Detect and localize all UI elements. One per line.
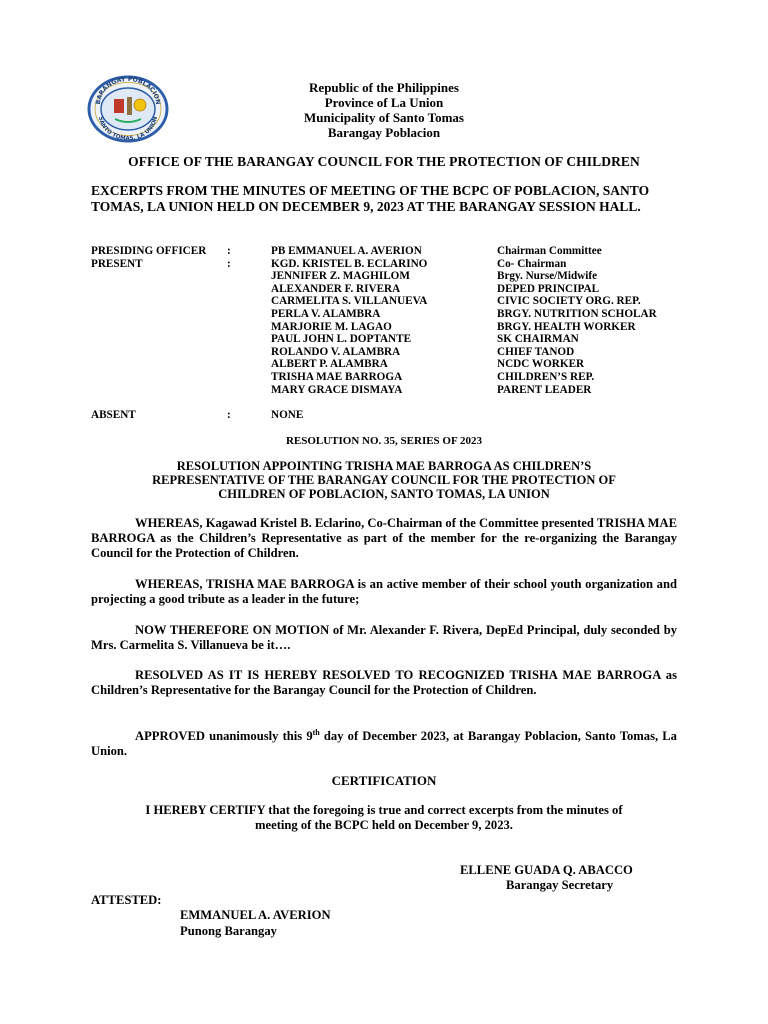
letterhead-province: Province of La Union (324, 95, 444, 110)
ordinal-suffix: th (312, 727, 320, 737)
member-name: PAUL JOHN L. DOPTANTE (271, 333, 412, 346)
letterhead (0, 80, 768, 143)
attested-label: ATTESTED: (91, 893, 162, 907)
whereas-paragraph-1: WHEREAS, Kagawad Kristel B. Eclarino, Co-Chairman of the Committee presented TRISHA MAE BARROGA as the Children’s Representative as part of the member for the re-organizing the Barangay Council for the Protection of Children. (91, 516, 677, 561)
member-name: ALEXANDER F. RIVERA (271, 282, 401, 295)
certification-title: CERTIFICATION (331, 773, 437, 788)
member-role: NCDC WORKER (497, 358, 585, 371)
now-therefore-paragraph: NOW THEREFORE ON MOTION of Mr. Alexander F. Rivera, DepEd Principal, duly seconded by Mrs. Carmelita S. Villanueva be it…. (91, 623, 677, 653)
member-role: Chairman Committee (497, 245, 602, 257)
member-name: ROLANDO V. ALAMBRA (271, 345, 401, 358)
member-name: KGD. KRISTEL B. ECLARINO (271, 257, 428, 270)
resolution-title-line: CHILDREN OF POBLACION, SANTO TOMAS, LA UNION (218, 487, 550, 501)
member-role: Brgy. Nurse/Midwife (497, 270, 598, 283)
resolution-title-line: REPRESENTATIVE OF THE BARANGAY COUNCIL FOR THE PROTECTION OF (152, 473, 616, 487)
office-title: OFFICE OF THE BARANGAY COUNCIL FOR THE PROTECTION OF CHILDREN (128, 154, 640, 169)
member-role: SK CHAIRMAN (497, 333, 579, 346)
member-name: MARJORIE M. LAGAO (271, 320, 392, 333)
absent-colon: : (227, 409, 231, 421)
letterhead-country: Republic of the Philippines (309, 80, 459, 95)
punong-barangay-title: Punong Barangay (180, 924, 277, 938)
resolution-title (0, 459, 768, 501)
member-role: Co- Chairman (497, 257, 567, 270)
resolved-paragraph: RESOLVED AS IT IS HEREBY RESOLVED TO RECOGNIZED TRISHA MAE BARROGA as Children’s Representative for the Barangay Council for the Protection of Children. (91, 668, 677, 698)
letterhead-barangay: Barangay Poblacion (327, 125, 441, 140)
member-role: CHIEF TANOD (497, 345, 575, 358)
member-role: DEPED PRINCIPAL (497, 282, 600, 295)
absent-label: ABSENT (91, 409, 136, 421)
certification-body (0, 803, 768, 833)
resolution-number: RESOLUTION NO. 35, SERIES OF 2023 (285, 435, 483, 447)
member-role: CHILDREN’S REP. (497, 371, 595, 383)
punong-barangay-name: EMMANUEL A. AVERION (180, 908, 331, 922)
member-name: PB EMMANUEL A. AVERION (271, 245, 422, 257)
member-role: BRGY. NUTRITION SCHOLAR (497, 308, 657, 320)
member-name: ALBERT P. ALAMBRA (271, 358, 388, 371)
secretary-name: ELLENE GUADA Q. ABACCO (460, 863, 633, 877)
absent-value: NONE (271, 409, 304, 421)
secretary-title: Barangay Secretary (506, 878, 614, 892)
approved-text: APPROVED unanimously this 9 (135, 729, 313, 743)
certification-line: I HEREBY CERTIFY that the foregoing is true and correct excerpts from the minutes of (145, 803, 623, 817)
member-name: PERLA V. ALAMBRA (271, 308, 381, 320)
approved-paragraph (91, 729, 677, 759)
member-name: TRISHA MAE BARROGA (271, 371, 403, 383)
presiding-colon: : (227, 245, 231, 257)
presiding-officer-label: PRESIDING OFFICER (91, 245, 207, 257)
present-colon: : (227, 257, 231, 270)
approved-text-rest: day of December 2023, at Barangay Poblacion, Santo Tomas, La Union. (91, 729, 677, 759)
member-role: BRGY. HEALTH WORKER (497, 320, 636, 333)
whereas-paragraph-2: WHEREAS, TRISHA MAE BARROGA is an active member of their school youth organization and projecting a good tribute as a leader in the future; (91, 577, 677, 607)
seal-bottom-text: SANTO TOMAS, LA UNION (97, 116, 160, 143)
member-role: PARENT LEADER (497, 383, 592, 396)
present-label: PRESENT (91, 257, 143, 270)
excerpt-title: EXCERPTS FROM THE MINUTES OF MEETING OF THE BCPC OF POBLACION, SANTO TOMAS, LA UNION HELD ON DECEMBER 9, 2023 AT THE BARANGAY SESSION HALL. (91, 183, 650, 214)
member-role: CIVIC SOCIETY ORG. REP. (497, 295, 641, 308)
seal-top-text: BARANGAY POBLACION (94, 75, 162, 105)
member-name: CARMELITA S. VILLANUEVA (271, 295, 428, 308)
member-name: MARY GRACE DISMAYA (271, 383, 403, 396)
member-name: JENNIFER Z. MAGHILOM (271, 270, 410, 283)
certification-line: meeting of the BCPC held on December 9, 2023. (255, 818, 513, 833)
letterhead-municipality: Municipality of Santo Tomas (303, 110, 464, 125)
resolution-title-line: RESOLUTION APPOINTING TRISHA MAE BARROGA AS CHILDREN’S (176, 459, 592, 473)
